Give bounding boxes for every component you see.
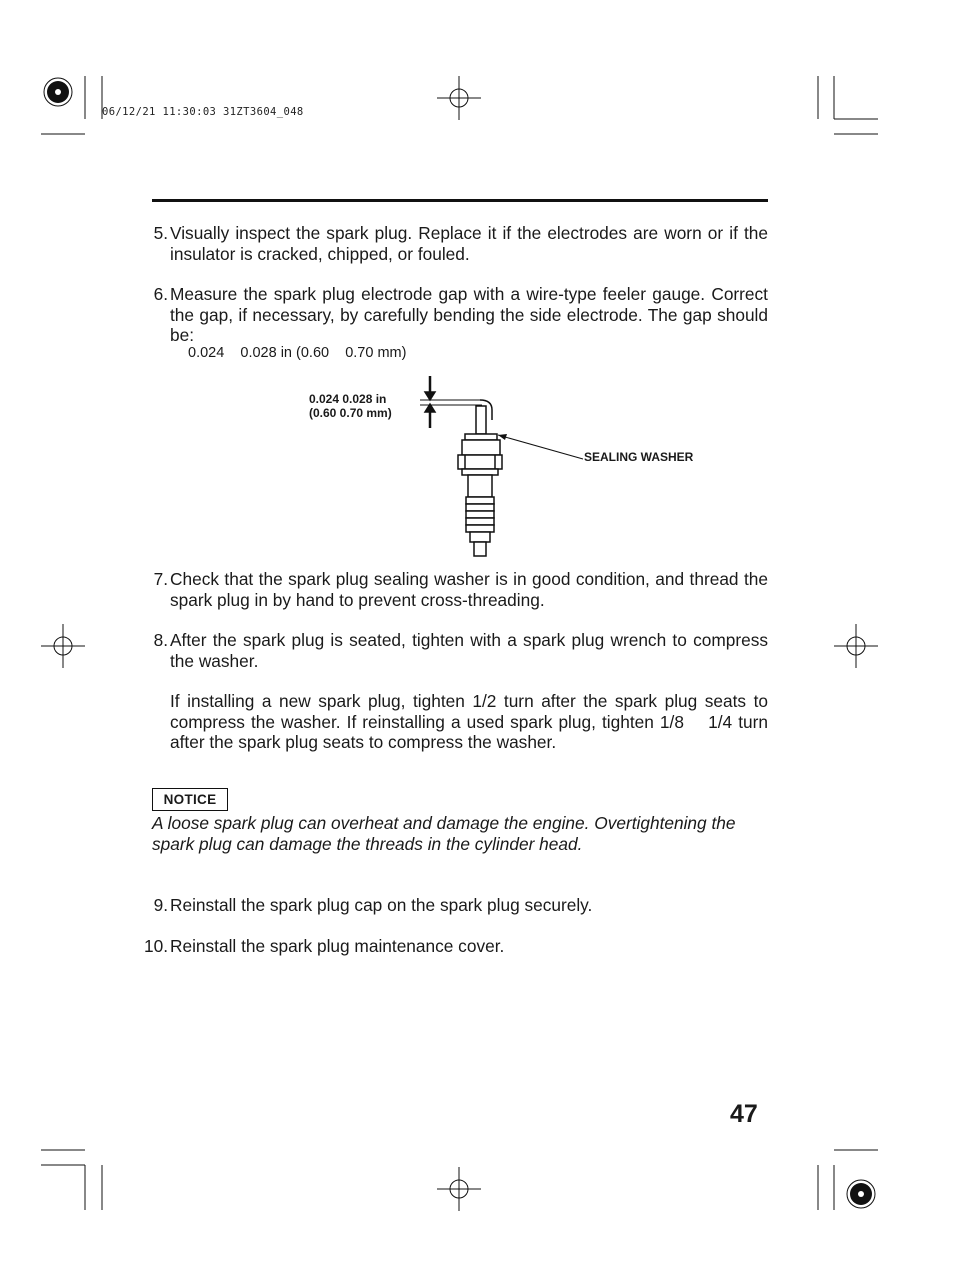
- step-7: [152, 569, 768, 610]
- print-slug: 06/12/21 11:30:03 31ZT3604_048: [102, 106, 304, 118]
- notice-badge: NOTICE: [152, 788, 228, 811]
- step-8-detail: If installing a new spark plug, tighten 1/2 turn after the spark plug seats to compress the washer. If reinstalling a used spark plug, tighten 1/8 1/4 turn after the spark plug seats to compress the washer.: [170, 691, 773, 752]
- starburst-top-left: [44, 78, 72, 106]
- notice-text: A loose spark plug can overheat and damage the engine. Overtightening the spark plug can damage the threads in the cylinder head.: [152, 813, 736, 854]
- step-text: Reinstall the spark plug cap on the spark plug securely.: [170, 895, 593, 915]
- step-text: After the spark plug is seated, tighten with a spark plug wrench to compress the washer.: [170, 630, 768, 671]
- step-number: 6.: [153, 284, 168, 304]
- step-number: 8.: [153, 630, 168, 650]
- step-9: [152, 895, 768, 916]
- step-text: Measure the spark plug electrode gap with a wire-type feeler gauge. Correct the gap, if necessary, by carefully bending the side electrode. The gap should be:: [170, 284, 768, 345]
- step-6: [152, 284, 768, 346]
- step-number: 9.: [153, 895, 168, 915]
- starburst-bottom-right: [847, 1180, 875, 1208]
- page-number: 47: [730, 1100, 758, 1128]
- step-10: [143, 936, 768, 957]
- step-text: Check that the spark plug sealing washer is in good condition, and thread the spark plug in by hand to prevent cross-threading.: [170, 569, 768, 610]
- step-5: [152, 223, 768, 264]
- step-number: 7.: [153, 569, 168, 589]
- step-8: [152, 630, 768, 671]
- gap-spec: 0.024 0.028 in (0.60 0.70 mm): [188, 345, 407, 361]
- step-number: 5.: [153, 223, 168, 243]
- gap-label-mm: (0.60 0.70 mm): [309, 406, 392, 420]
- header-rule: [152, 199, 768, 202]
- gap-label-in: 0.024 0.028 in: [309, 392, 387, 406]
- step-text: Visually inspect the spark plug. Replace it if the electrodes are worn or if the insulator is cracked, chipped, or fouled.: [170, 223, 768, 264]
- sealing-washer-label: SEALING WASHER: [584, 450, 694, 464]
- step-number: 10.: [143, 936, 168, 956]
- step-text: Reinstall the spark plug maintenance cover.: [170, 936, 505, 956]
